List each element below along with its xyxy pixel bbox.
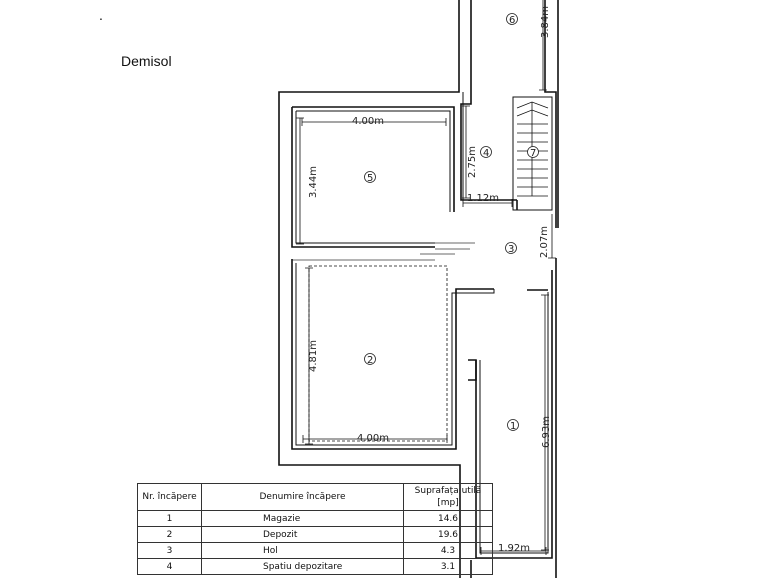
legend-cell-nr: 2 — [138, 527, 202, 543]
dim-room2-width: 4.00m — [357, 433, 390, 444]
legend-cell-area: 3.1 — [404, 559, 493, 575]
legend-cell-area: 14.6 — [404, 511, 493, 527]
legend-header-nr: Nr. încăpere — [138, 484, 202, 511]
room-marker-1 — [508, 420, 519, 433]
room-marker-6 — [507, 14, 518, 27]
dim-room4-width: 1.12m — [467, 193, 500, 204]
dim-room2-height: 4.81m — [308, 339, 319, 372]
legend-cell-name: Spatiu depozitare — [202, 559, 404, 575]
room-number-3: 3 — [508, 244, 515, 255]
plan-title: Demisol — [121, 53, 172, 69]
legend-cell-area: 4.3 — [404, 543, 493, 559]
legend-cell-nr: 3 — [138, 543, 202, 559]
legend-cell-name: Depozit — [202, 527, 404, 543]
legend-cell-nr: 4 — [138, 559, 202, 575]
room-marker-7 — [528, 147, 539, 160]
legend-row — [138, 543, 493, 559]
legend-cell-name: Hol — [202, 543, 404, 559]
room-number-4: 4 — [483, 148, 490, 159]
legend-header-row — [138, 484, 493, 511]
legend-cell-nr: 1 — [138, 511, 202, 527]
dim-room5-height: 3.44m — [308, 165, 319, 198]
room-marker-3 — [506, 243, 517, 256]
room-marker-4 — [481, 147, 492, 160]
room-marker-2 — [365, 354, 376, 367]
legend-row — [138, 559, 493, 575]
area-legend-table — [137, 483, 493, 575]
room-number-5: 5 — [367, 173, 374, 184]
legend-cell-area: 19.6 — [404, 527, 493, 543]
legend-header-name: Denumire încăpere — [202, 484, 404, 511]
dim-room3-height: 2.07m — [539, 225, 550, 258]
room-number-6: 6 — [509, 15, 516, 26]
legend-header-area: Suprafața utilă [mp] — [404, 484, 493, 511]
room-number-1: 1 — [510, 421, 517, 432]
legend-row — [138, 527, 493, 543]
dim-room1-width: 1.92m — [498, 543, 531, 554]
dim-room1-height: 6.93m — [541, 415, 552, 448]
dimension-lines — [296, 0, 556, 555]
legend-cell-name: Magazie — [202, 511, 404, 527]
dim-room6-height: 3.84m — [540, 5, 551, 38]
dim-room5-width: 4.00m — [352, 116, 385, 127]
room-number-7: 7 — [530, 148, 537, 159]
legend-row — [138, 511, 493, 527]
plan-marker: . — [99, 7, 103, 23]
dim-room4-height: 2.75m — [467, 145, 478, 178]
room-marker-5 — [365, 172, 376, 185]
room-number-2: 2 — [367, 355, 374, 366]
